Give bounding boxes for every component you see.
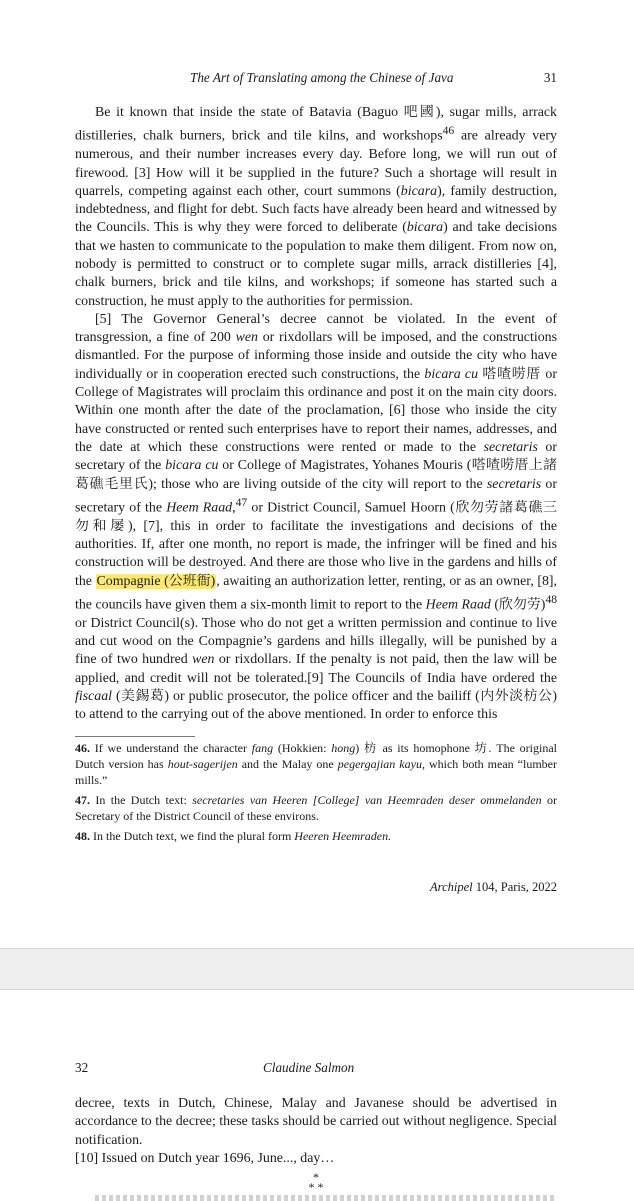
footnote-47: 47. In the Dutch text: secretaries van Heeren [College] van Heemraden deser ommelanden or Secretary of the District Council of these environs. [75,793,558,823]
paragraph-1: Be it known that inside the state of Batavia (Baguo 吧國), sugar mills, arrack distilleries, chalk burners, brick and tile kilns, and workshops$^{46}$ are already very numerous, and their number increases every day. Before long, we will run out of firewood. [3] How will it be supplied in the future? Such a shortage will result in quarrels, competing against each other, court summons (bicara), family destruction, indebtedness, and flight for debt. Such facts have already been heard and witnessed by the Councils. This is why they were forced to deliberate (bicara) and take decisions that we hasten to communicate to the population to make them diligent. From now on, nobody is permitted to construct or to complete sugar mills, arrack distilleries [4], chalk burners, brick and tile kilns, and workshops; if someone has started such a construction, he must apply to the authorities for permission. [75,105,557,309]
footnote-48: 48. In the Dutch text, we find the plural form Heeren Heemraden. [75,829,392,843]
page-32 [0,990,634,1200]
body-text [75,104,557,725]
paragraph-4: [10] Issued on Dutch year 1696, June..., day… [75,1150,335,1166]
page-number: 31 [543,70,557,85]
paragraph-3: decree, texts in Dutch, Chinese, Malay and Javanese should be advertised in accordance to the decree; these tasks should be carried out without negligence. Special notification. [75,1096,557,1148]
journal-issue: 104, Paris, 2022 [472,880,557,894]
footnote-46: 46. If we understand the character fang (Hokkien: hong) 枋 as its homophone 坊. The original Dutch version has hout-sagerijen and the Malay one pegergajian kayu, which both mean “lumber mills.” [75,741,557,787]
page-separator [0,948,634,990]
running-title: The Art of Translating among the Chinese of Java [190,70,454,85]
highlighted-text[interactable]: Compagnie (公班衙) [96,573,216,589]
footnote-ref-47[interactable]: 47 [235,495,248,509]
page-number-2: 32 [75,1060,89,1075]
journal-name: Archipel [430,880,473,894]
paragraph-2: [5] The Governor General’s decree cannot be violated. In the event of transgression, a fine of 200 wen or rixdollars will be imposed, and the constructions dismantled. For the purpose of informing those inside and outside the city who have individually or in cooperation erected such constructions, the bicara cu 嗒喳唠厝 or College of Magistrates will proclaim this ordinance and post it on the main city doors. Within one month after the date of the proclamation, [6] those who inside the city have constructed or rented such enterprises have to report their names, addresses, and the date at which these constructions were rented or made to the secretaris or secretary of the bicara cu or College of Magistrates, Yohanes Mouris (嗒喳唠厝上諸葛礁毛里氏); those who are living outside of the city will report to the secretaris or secretary of the Heem Raad,$^{47}$ or District Council, Samuel Hoorn (欣勿劳諸葛礁三勿和屡), [7], this in order to facilitate the investigations and decisions of the authorities. If, after one month, no report is made, the infringer will be fined and his construction will be destroyed. And there are those who live in the gardens and hills of the Compagnie (公班衙), awaiting an authorization letter, renting, or as an owner, [8], the councils have given them a six-month limit to report to the Heem Raad (欣勿劳)$^{48}$ or District Council(s). Those who do not get a written permission and continue to live and cut wood on the Compagnie’s gardens and hills illegally, will be punished by a fine of two hundred wen or rixdollars. If the penalty is not paid, then the law will be applied, and credit will not be tolerated.[9] The Councils of India have ordered the fiscaal (美錫葛) or public prosecutor, the police officer and the bailiff (内外淡枋公) to attend to the carrying out of the above mentioned. In order to enforce this [75,311,558,723]
running-header-2 [75,1060,557,1080]
footnote-divider [75,736,195,737]
running-header [75,70,557,90]
page-footer [75,880,557,895]
footnote-ref-46[interactable]: 46 [442,124,455,138]
footnotes [75,740,557,848]
body-text-2 [75,1095,557,1195]
footnote-ref-48[interactable]: 48 [545,592,558,606]
cut-off-text-line [95,1195,557,1201]
section-asterisks: * * * [308,1170,324,1195]
running-author: Claudine Salmon [263,1060,355,1075]
